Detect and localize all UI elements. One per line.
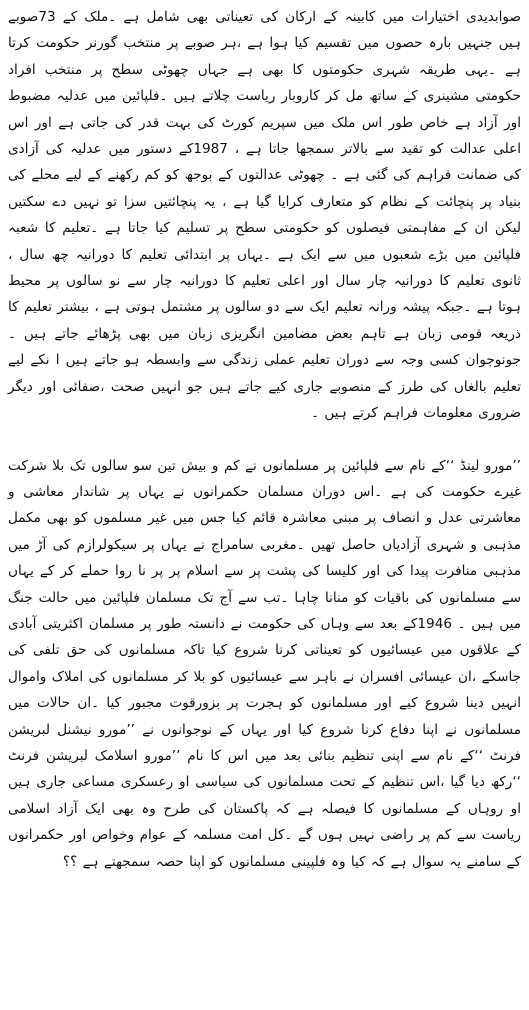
paragraph-moro-history: ’’مورو لینڈ ‘‘کے نام سے فلپائین پر مسلمانوں نے کم و بیش تین سو سالوں تک بلا شرکت غیرے حکومت کی ہے ۔اس دوران مسلمان حکمرانوں نے یہاں پر شاندار معاشی و معاشرتی عدل و انصاف پر مبنی معاشرہ قائم کیا جس میں غیر مسلموں کو بھی مکمل مذہبی و شہری آزادیاں حاصل تھیں ۔مغربی سامراج نے یہاں پر سیکولرازم کی آڑ میں مذہبی منافرت پیدا کی اور کلیسا کی پشت پر سے اسلام پر پر نا روا حملے کر کے یہاں سے مسلمانوں کی باقیات کو منانا چاہا ۔تب سے آج تک مسلمان فلپائین میں حالت جنگ میں ہیں ۔ 1946کے بعد سے وہاں کی حکومت نے دانستہ طور پر مسلمان اکثریتی آبادی کے علاقوں میں عیسائیوں کو تعیناتی کرنا شروع کیا تاکہ مسلمانوں کی حق تلفی کی جاسکے ،ان عیسائی افسران نے باہر سے عیسائیوں کو بلا کر مسلمانوں کی املاک واموال انہیں دینا شروع کیے اور مسلمانوں کو ہجرت پر بزورقوت مجبور کیا ۔ان حالات میں مسلمانوں نے اپنا دفاع کرنا شروع کیا اور یہاں کے نوجوانوں نے ’’مورو نیشنل لبریشن فرنٹ ‘‘کے نام سے اپنی تنظیم بنائی بعد میں اس کا نام ’’مورو اسلامک لبریشن فرنٹ ‘‘رکھ دیا گیا ،اس تنظیم کے تحت مسلمانوں کی سیاسی او رعسکری مساعی جاری ہیں او روہاں کے مسلمانوں کا فیصلہ ہے کہ پاکستان کی طرح وہ بھی ایک آزاد اسلامی ریاست سے کم پر راضی نہیں ہوں گے ۔کل امت مسلمہ کے عوام وخواص اور حکمرانوں کے سامنے یہ سوال ہے کہ کیا وہ فلپینی مسلمانوں کو اپنا حصہ سمجھتے ہے ؟؟ bbox=[8, 457, 522, 870]
paragraph-government-judiciary-education: صوابدیدی اختیارات میں کابینہ کے ارکان کی تعیناتی بھی شامل ہے ۔ملک کے 73صوبے ہیں جنہیں بارہ حصوں میں تقسیم کیا ہوا ہے ،ہر صوبے پر منتخب گورنر حکومت کرتا ہے ۔یہی طریقہ شہری حکومتوں کا بھی ہے جہاں چھوٹی سطح پر منتخب افراد حکومتی مشینری کے ساتھ مل کر کاروبار ریاست چلاتے ہیں ۔فلپائین میں عدلیہ مضبوط اور آزاد ہے خاص طور اس ملک میں سپریم کورٹ کی بہت قدر کی جاتی ہے اور اس اعلی عدالت کو تقید سے بالاتر سمجھا جاتا ہے ، 1987کے دستور میں عدلیہ کی آزادی کی ضمانت فراہم کی گئی ہے ۔ چھوٹی عدالتوں کے بوجھ کو کم رکھنے کے لیے محلے کی بنیاد پر پنچائت کے نظام کو متعارف کرایا گیا ہے ، یہ پنچائتیں سزا تو نہیں دے سکتیں لیکن ان کے مفاہمتی فیصلوں کو حکومتی سطح پر تسلیم کیا جاتا ہے ۔تعلیم کا شعبہ فلپائین میں بڑے شعبوں میں سے ایک ہے ۔یہاں پر ابتدائی تعلیم کا دورانیہ چھ سال ، ثانوی تعلیم کا دورانیہ چار سال اور اعلی تعلیم کا دورانیہ چار سے نو سالوں پر محیط ہوتا ہے ۔جبکہ پیشہ ورانہ تعلیم ایک سے دو سالوں پر مشتمل ہوتی ہے ، بیشتر تعلیم کا ذریعہ قومی زبان ہے تاہم بعض مضامین انگریزی زبان میں بھی پڑھائے جاتے ہیں ۔جونوجوان کسی وجہ سے دوران تعلیم عملی زندگی سے وابسطہ ہو جاتے ہیں ا نکے لیے تعلیم بالغاں کی طرز کے منصوبے جاری کیے جاتے ہیں جو انہیں صحت ،صفائی اور دیگر ضروری معلومات فراہم کرتے ہیں ۔ bbox=[8, 9, 521, 422]
